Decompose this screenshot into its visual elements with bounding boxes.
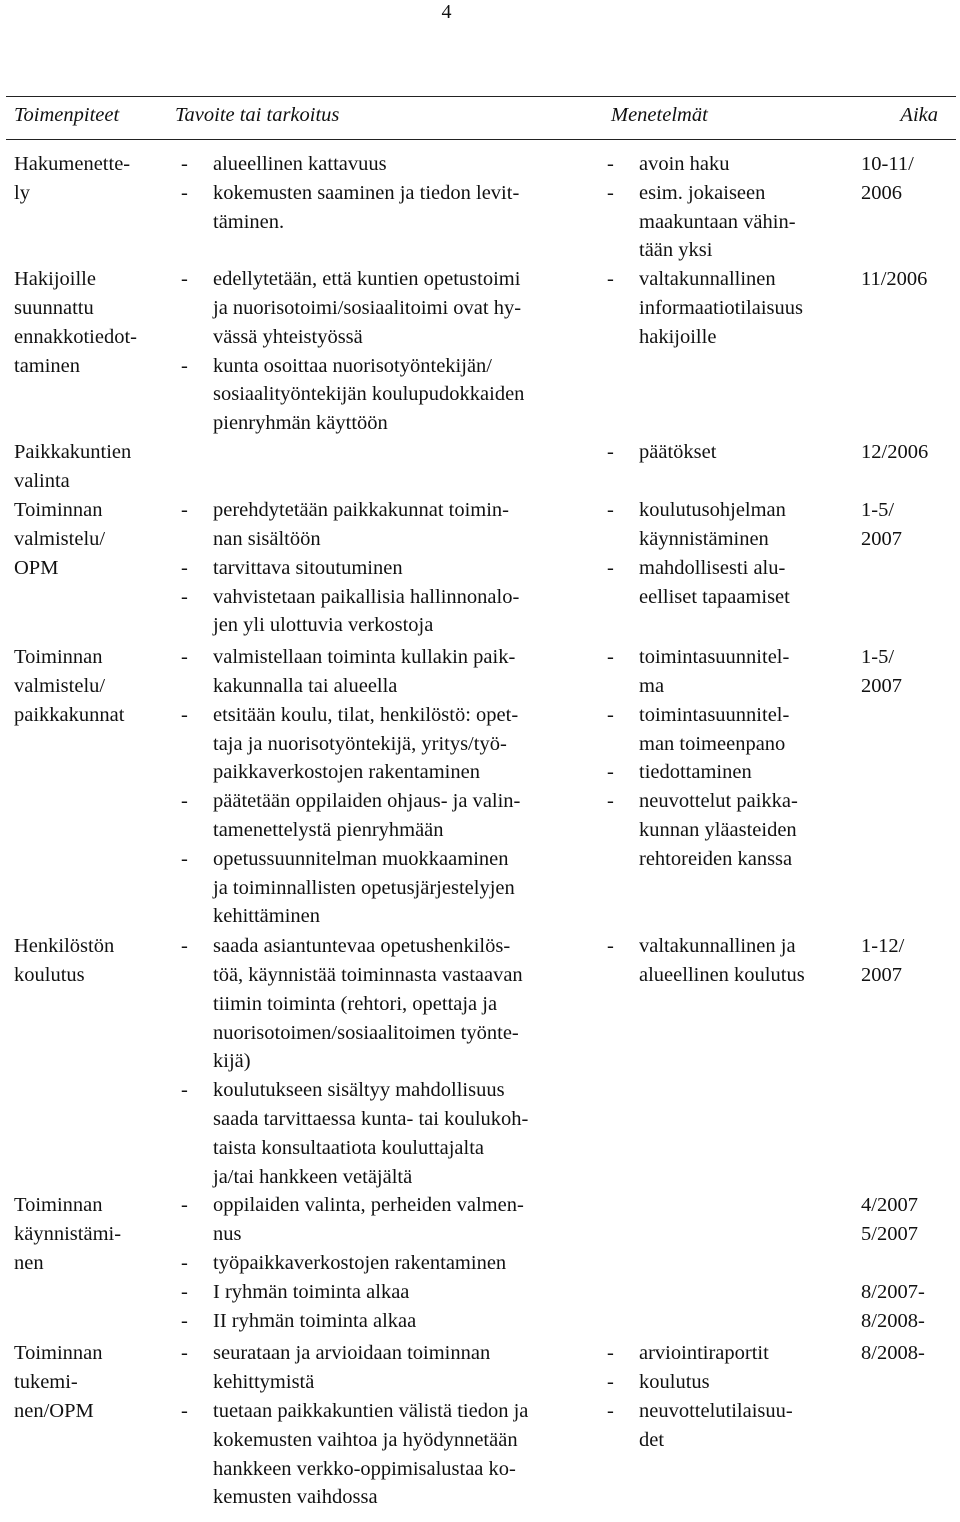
goals-cell bbox=[171, 438, 597, 496]
table-row bbox=[6, 1339, 956, 1514]
goal-line: ja/tai hankkeen vetäjältä bbox=[213, 1165, 413, 1188]
goal-line: - työpaikkaverkostojen rakentaminen bbox=[213, 1251, 507, 1274]
methods-cell bbox=[597, 438, 847, 496]
goal-line: - tarvittava sitoutuminen bbox=[213, 556, 403, 579]
goal-item bbox=[171, 1278, 597, 1307]
table-header-row bbox=[6, 97, 956, 140]
table-row bbox=[6, 438, 956, 496]
method-item bbox=[597, 701, 847, 759]
method-line: det bbox=[639, 1428, 665, 1451]
goal-line: paikkaverkostojen rakentaminen bbox=[213, 761, 480, 784]
method-line: - valtakunnallinen ja bbox=[639, 935, 796, 958]
method-line: - esim. jokaiseen bbox=[639, 181, 766, 204]
goal-line: - edellytetään, että kuntien opetustoimi bbox=[213, 268, 521, 291]
goal-line: saada tarvittaessa kunta- tai koulukoh- bbox=[213, 1107, 529, 1130]
goal-item bbox=[171, 787, 597, 845]
table-row bbox=[6, 140, 956, 266]
time-line: 11/2006 bbox=[861, 268, 928, 291]
method-item bbox=[597, 438, 847, 467]
goal-line: - koulutukseen sisältyy mahdollisuus bbox=[213, 1079, 505, 1102]
action-line: Toiminnan bbox=[14, 1194, 103, 1217]
method-list bbox=[597, 496, 847, 611]
action-line: Toiminnan bbox=[14, 1342, 103, 1365]
goals-cell bbox=[171, 496, 597, 643]
table-row bbox=[6, 265, 956, 438]
method-item bbox=[597, 1397, 847, 1455]
time-line: 1-5/ bbox=[861, 499, 895, 522]
method-line: - päätökset bbox=[639, 441, 717, 464]
action-line: tukemi- bbox=[14, 1371, 78, 1394]
time-cell bbox=[847, 1339, 956, 1514]
goal-list bbox=[171, 1339, 597, 1512]
time-line: 1-12/ bbox=[861, 935, 905, 958]
method-list bbox=[597, 265, 847, 351]
time-line: 8/2008- bbox=[861, 1342, 925, 1365]
goal-line: nuorisotoimen/sosiaalitoimen työnte- bbox=[213, 1021, 519, 1044]
method-line: informaatiotilaisuus bbox=[639, 296, 803, 319]
page-number: 4 bbox=[441, 1, 452, 23]
goal-line: - II ryhmän toiminta alkaa bbox=[213, 1309, 417, 1332]
goal-item bbox=[171, 554, 597, 583]
goal-item bbox=[171, 150, 597, 179]
time-line: 5/2007 bbox=[861, 1223, 918, 1246]
methods-cell bbox=[597, 1339, 847, 1514]
action-line: taminen bbox=[14, 354, 81, 377]
goal-line: taista konsultaatiota kouluttajalta bbox=[213, 1136, 484, 1159]
method-item bbox=[597, 265, 847, 351]
time-line: 1-5/ bbox=[861, 646, 895, 669]
methods-cell bbox=[597, 265, 847, 438]
method-line: käynnistäminen bbox=[639, 527, 769, 550]
method-item bbox=[597, 787, 847, 873]
time-line bbox=[861, 1249, 956, 1278]
time-line: 2006 bbox=[861, 181, 902, 204]
goal-line: nan sisältöön bbox=[213, 527, 321, 550]
method-item bbox=[597, 1368, 847, 1397]
action-plan-table bbox=[6, 96, 956, 1514]
action-line: valinta bbox=[14, 469, 70, 492]
goal-line: - saada asiantuntevaa opetushenkilös- bbox=[213, 935, 511, 958]
action-line: valmistelu/ bbox=[14, 527, 106, 550]
method-item bbox=[597, 1339, 847, 1368]
goal-item bbox=[171, 352, 597, 438]
method-line: - avoin haku bbox=[639, 153, 730, 175]
action-cell bbox=[6, 1339, 171, 1514]
time-line: 8/2007- bbox=[861, 1280, 925, 1303]
method-line: - neuvottelutilaisuu- bbox=[639, 1399, 793, 1422]
goal-line: kehittäminen bbox=[213, 905, 321, 928]
action-line: OPM bbox=[14, 556, 59, 579]
goal-line: - alueellinen kattavuus bbox=[213, 153, 387, 175]
goal-line: pienryhmän käyttöön bbox=[213, 412, 388, 435]
action-cell bbox=[6, 643, 171, 932]
method-line: - tiedottaminen bbox=[639, 761, 752, 784]
goal-list bbox=[171, 643, 597, 931]
method-line: alueellinen koulutus bbox=[639, 963, 805, 986]
method-list bbox=[597, 643, 847, 873]
goal-line: ja nuorisotoimi/sosiaalitoimi ovat hy- bbox=[213, 296, 522, 319]
goals-cell bbox=[171, 643, 597, 932]
method-line: - toimintasuunnitel- bbox=[639, 703, 790, 726]
method-item bbox=[597, 758, 847, 787]
goal-item bbox=[171, 1397, 597, 1512]
time-cell bbox=[847, 1191, 956, 1339]
goal-line: kehittymistä bbox=[213, 1371, 315, 1394]
goal-line: sosiaalityöntekijän koulupudokkaiden bbox=[213, 383, 525, 406]
time-line: 8/2008- bbox=[861, 1309, 925, 1332]
goal-line: - päätetään oppilaiden ohjaus- ja valin- bbox=[213, 790, 521, 813]
goal-line: - vahvistetaan paikallisia hallinnonalo- bbox=[213, 585, 520, 608]
method-item bbox=[597, 179, 847, 265]
time-cell bbox=[847, 643, 956, 932]
method-line: kunnan yläasteiden bbox=[639, 818, 797, 841]
goal-line: - opetussuunnitelman muokkaaminen bbox=[213, 847, 509, 870]
table-row bbox=[6, 932, 956, 1191]
time-line: 2007 bbox=[861, 963, 902, 986]
action-line: koulutus bbox=[14, 963, 85, 986]
method-line: - arviointiraportit bbox=[639, 1342, 769, 1365]
header-menetelmat: Menetelmät bbox=[597, 97, 847, 140]
goal-item bbox=[171, 701, 597, 787]
goal-line: kokemusten vaihtoa ja hyödynnetään bbox=[213, 1428, 518, 1451]
table-row bbox=[6, 496, 956, 643]
goal-list bbox=[171, 496, 597, 640]
time-line: 2007 bbox=[861, 674, 902, 697]
goal-line: - I ryhmän toiminta alkaa bbox=[213, 1280, 410, 1303]
time-line: 10-11/ bbox=[861, 153, 914, 175]
goal-line: nus bbox=[213, 1223, 242, 1246]
goal-item bbox=[171, 179, 597, 237]
goal-list bbox=[171, 1191, 597, 1335]
goal-line: kijä) bbox=[213, 1050, 251, 1073]
method-line: ma bbox=[639, 674, 665, 697]
method-list bbox=[597, 932, 847, 990]
goal-line: töä, käynnistää toiminnasta vastaavan bbox=[213, 963, 523, 986]
table-row bbox=[6, 1191, 956, 1339]
methods-cell bbox=[597, 496, 847, 643]
method-item bbox=[597, 496, 847, 554]
methods-cell bbox=[597, 140, 847, 266]
goal-item bbox=[171, 1191, 597, 1249]
method-line: - neuvottelut paikka- bbox=[639, 790, 798, 813]
goal-line: jen yli ulottuvia verkostoja bbox=[213, 614, 434, 637]
goal-line: - oppilaiden valinta, perheiden valmen- bbox=[213, 1194, 524, 1217]
goal-list bbox=[171, 932, 597, 1191]
goal-line: - kunta osoittaa nuorisotyöntekijän/ bbox=[213, 354, 492, 377]
goals-cell bbox=[171, 1339, 597, 1514]
method-line: - koulutusohjelman bbox=[639, 499, 786, 522]
goal-line: kemusten vaihdossa bbox=[213, 1486, 378, 1509]
action-line: paikkakunnat bbox=[14, 703, 125, 726]
method-item bbox=[597, 932, 847, 990]
action-line: ly bbox=[14, 181, 30, 204]
time-line: 4/2007 bbox=[861, 1194, 918, 1217]
time-cell bbox=[847, 496, 956, 643]
goal-item bbox=[171, 932, 597, 1076]
action-cell bbox=[6, 438, 171, 496]
goal-list bbox=[171, 150, 597, 236]
goal-line: tiimin toiminta (rehtori, opettaja ja bbox=[213, 992, 498, 1015]
method-list bbox=[597, 1339, 847, 1454]
action-line: suunnattu bbox=[14, 296, 94, 319]
action-line: Hakijoille bbox=[14, 268, 96, 291]
action-line: käynnistämi- bbox=[14, 1223, 122, 1246]
method-line: - koulutus bbox=[639, 1371, 710, 1394]
goal-item bbox=[171, 1339, 597, 1397]
method-item bbox=[597, 554, 847, 612]
method-line: tään yksi bbox=[639, 239, 713, 262]
action-line: Toiminnan bbox=[14, 499, 103, 522]
goal-line: - perehdytetään paikkakunnat toimin- bbox=[213, 499, 510, 522]
goals-cell bbox=[171, 265, 597, 438]
goal-line: - etsitään koulu, tilat, henkilöstö: opet- bbox=[213, 703, 519, 726]
action-cell bbox=[6, 140, 171, 266]
time-cell bbox=[847, 265, 956, 438]
goal-line: taja ja nuorisotyöntekijä, yritys/työ- bbox=[213, 732, 507, 755]
goals-cell bbox=[171, 140, 597, 266]
goal-line: ja toiminnallisten opetusjärjestelyjen bbox=[213, 876, 515, 899]
goal-line: vässä yhteistyössä bbox=[213, 325, 363, 348]
action-line: valmistelu/ bbox=[14, 674, 106, 697]
goal-item bbox=[171, 1249, 597, 1278]
header-toimenpiteet: Toimenpiteet bbox=[6, 97, 171, 140]
method-line: - valtakunnallinen bbox=[639, 268, 776, 291]
goal-item bbox=[171, 1307, 597, 1336]
table-body bbox=[6, 140, 956, 1515]
goal-line: kakunnalla tai alueella bbox=[213, 674, 398, 697]
action-line: Hakumenette- bbox=[14, 153, 131, 175]
method-list bbox=[597, 438, 847, 467]
goal-item bbox=[171, 496, 597, 554]
goal-list bbox=[171, 265, 597, 438]
time-cell bbox=[847, 438, 956, 496]
method-line: maakuntaan vähin- bbox=[639, 210, 796, 233]
action-line: nen bbox=[14, 1251, 44, 1274]
goal-line: tamenettelystä pienryhmään bbox=[213, 818, 444, 841]
header-tavoite: Tavoite tai tarkoitus bbox=[171, 97, 597, 140]
goal-line: hankkeen verkko-oppimisalustaa ko- bbox=[213, 1457, 516, 1480]
goal-line: täminen. bbox=[213, 210, 285, 233]
method-list bbox=[597, 150, 847, 265]
method-line: man toimeenpano bbox=[639, 732, 786, 755]
time-line: 2007 bbox=[861, 527, 902, 550]
action-cell bbox=[6, 265, 171, 438]
methods-cell bbox=[597, 643, 847, 932]
action-line: Henkilöstön bbox=[14, 935, 115, 958]
method-item bbox=[597, 150, 847, 179]
method-line: hakijoille bbox=[639, 325, 717, 348]
method-line: rehtoreiden kanssa bbox=[639, 847, 793, 870]
method-line: eelliset tapaamiset bbox=[639, 585, 790, 608]
goal-line: - kokemusten saaminen ja tiedon levit- bbox=[213, 181, 520, 204]
goal-item bbox=[171, 643, 597, 701]
action-line: Paikkakuntien bbox=[14, 441, 132, 464]
action-line: nen/OPM bbox=[14, 1399, 94, 1422]
action-cell bbox=[6, 1191, 171, 1339]
time-cell bbox=[847, 932, 956, 1191]
goal-line: - valmistellaan toiminta kullakin paik- bbox=[213, 646, 516, 669]
method-line: - toimintasuunnitel- bbox=[639, 646, 790, 669]
action-cell bbox=[6, 496, 171, 643]
goal-line: - tuetaan paikkakuntien välistä tiedon ja bbox=[213, 1399, 529, 1422]
goal-item bbox=[171, 1076, 597, 1191]
time-line: 12/2006 bbox=[861, 441, 929, 464]
table-row bbox=[6, 643, 956, 932]
time-cell bbox=[847, 140, 956, 266]
method-line: - mahdollisesti alu- bbox=[639, 556, 786, 579]
action-line: ennakkotiedot- bbox=[14, 325, 137, 348]
methods-cell bbox=[597, 1191, 847, 1339]
action-cell bbox=[6, 932, 171, 1191]
goals-cell bbox=[171, 932, 597, 1191]
goal-item bbox=[171, 845, 597, 931]
header-aika: Aika bbox=[847, 97, 956, 140]
goal-line: - seurataan ja arvioidaan toiminnan bbox=[213, 1342, 491, 1365]
goal-item bbox=[171, 583, 597, 641]
goal-item bbox=[171, 265, 597, 351]
action-line: Toiminnan bbox=[14, 646, 103, 669]
goals-cell bbox=[171, 1191, 597, 1339]
method-item bbox=[597, 643, 847, 701]
methods-cell bbox=[597, 932, 847, 1191]
